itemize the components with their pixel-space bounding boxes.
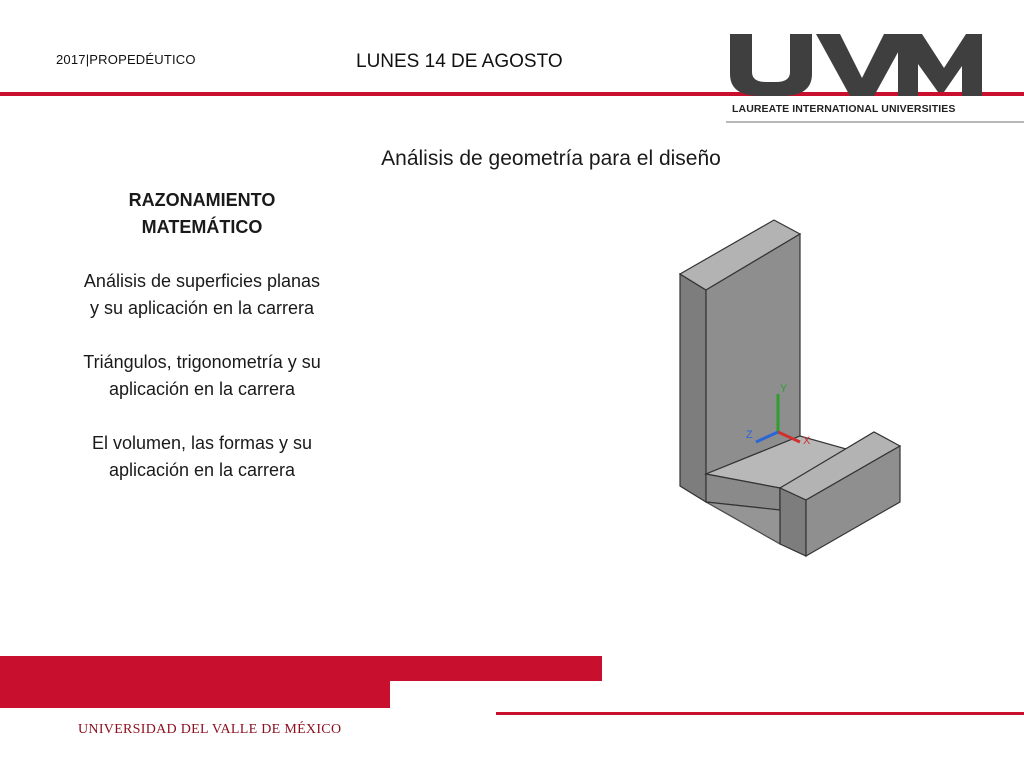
topics-heading-line1: RAZONAMIENTO <box>128 190 276 210</box>
slab-side-face <box>680 274 706 502</box>
logo-letter-v <box>816 34 908 96</box>
topic-item: Triángulos, trigonometría y su aplicación en la carrera <box>83 352 321 399</box>
logo-tagline: LAUREATE INTERNATIONAL UNIVERSITIES <box>732 103 956 115</box>
slide-subtitle <box>0 147 1024 171</box>
y-axis-label: Y <box>780 383 788 395</box>
topics-heading <box>80 187 324 241</box>
topics-column <box>80 187 324 511</box>
logo-letter-u <box>730 34 812 96</box>
footer-divider <box>496 712 1024 715</box>
footer-notch <box>390 681 602 708</box>
floor-lower-face <box>706 502 780 544</box>
topics-heading-line2: MATEMÁTICO <box>141 217 263 237</box>
university-name: UNIVERSIDAD DEL VALLE DE MÉXICO <box>78 722 342 737</box>
topic-item: El volumen, las formas y su aplicación en la carrera <box>91 433 313 480</box>
uvm-logo-mark <box>726 30 984 100</box>
z-axis-label: Z <box>746 429 753 441</box>
logo-letter-m <box>898 34 982 96</box>
date-label: LUNES 14 DE AGOSTO <box>356 51 563 72</box>
l-shape-solid-svg <box>660 210 920 570</box>
course-label: 2017|PROPEDÉUTICO <box>56 52 196 67</box>
l-shape-solid-figure <box>660 210 920 570</box>
topic-item: Análisis de superficies planas y su aplicación en la carrera <box>83 271 321 318</box>
slide-subtitle-text: Análisis de geometría para el diseño <box>381 147 721 170</box>
block-side-face <box>780 488 806 556</box>
x-axis-label: X <box>803 435 811 447</box>
logo-divider <box>726 121 1024 123</box>
